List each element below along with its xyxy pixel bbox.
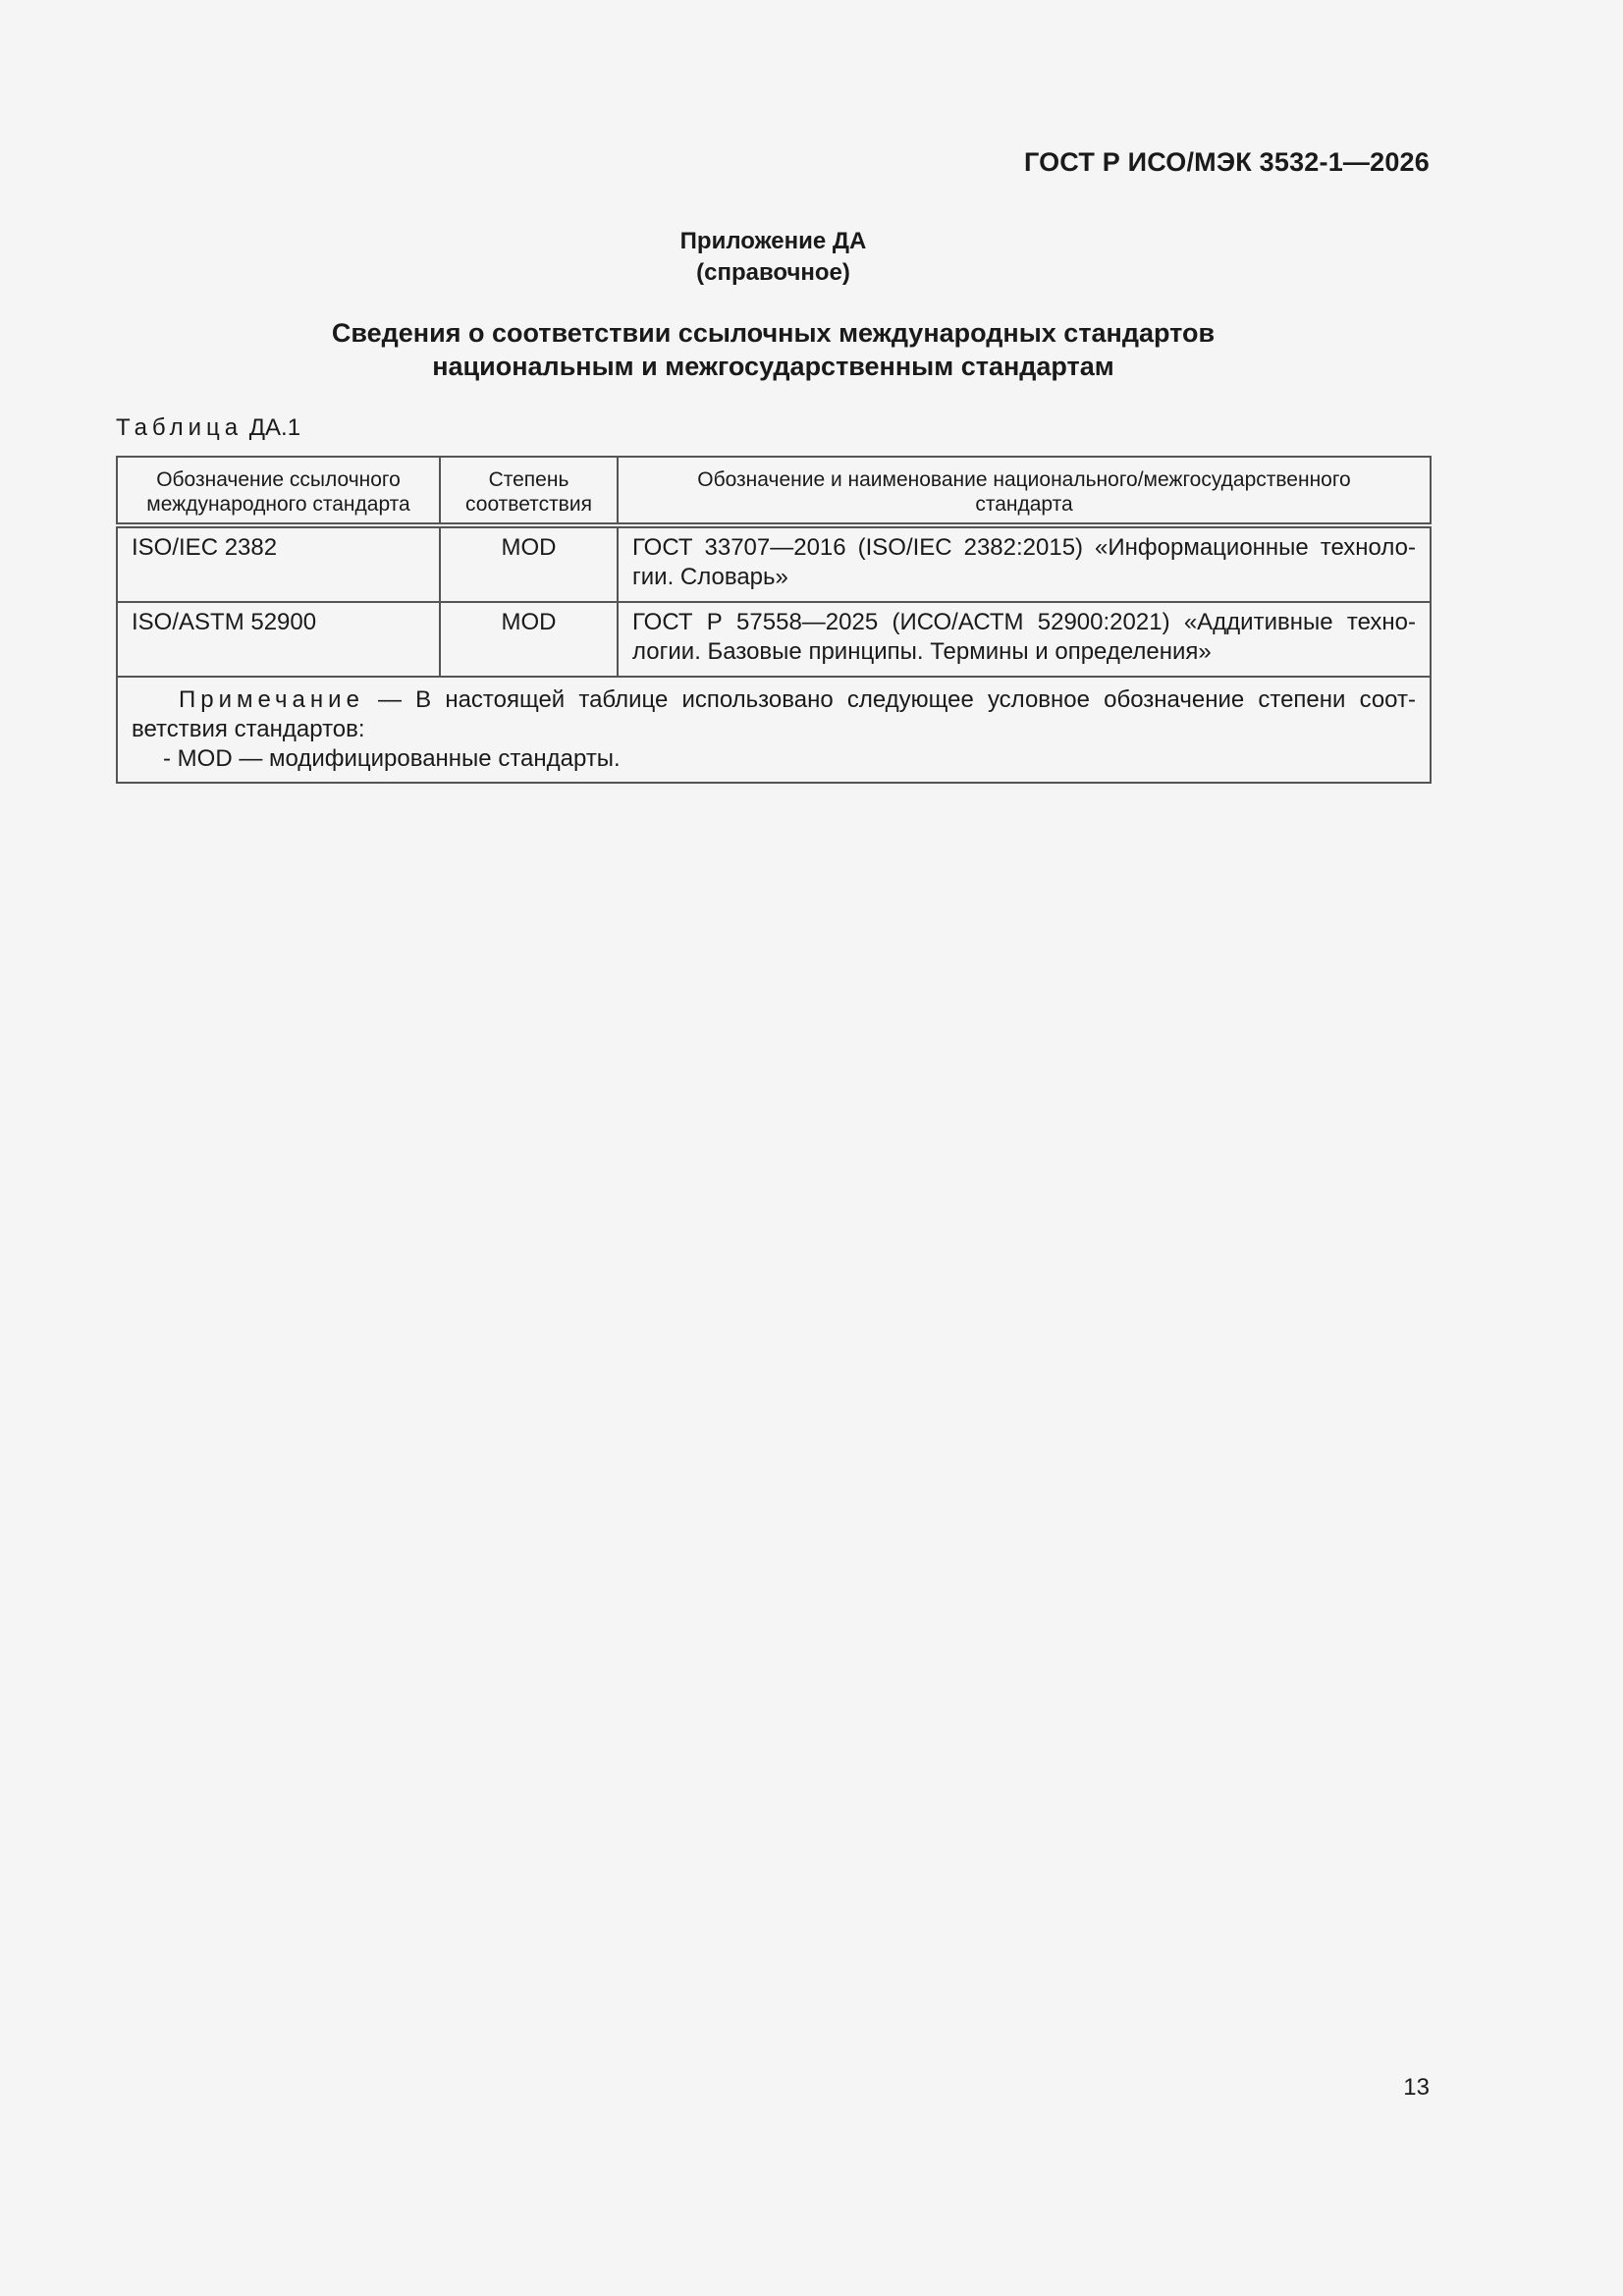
table-caption (116, 414, 300, 442)
cell-national: ГОСТ 33707—2016 (ISO/IEC 2382:2015) «Информационные техноло-гии. Словарь» (618, 525, 1431, 602)
section-title-line-2: национальным и межгосударственным стандартам (432, 352, 1114, 381)
document-number: ГОСТ Р ИСО/МЭК 3532-1—2026 (1023, 147, 1430, 177)
section-title (0, 316, 1546, 383)
note-item: - MOD — модифицированные стандарты. (163, 745, 621, 772)
standards-correspondence-table (116, 456, 1432, 784)
cell-reference: ISO/ASTM 52900 (117, 602, 440, 677)
annex-title: Приложение ДА (679, 228, 867, 254)
annex-subtitle: (справочное) (696, 259, 850, 286)
cell-national: ГОСТ Р 57558—2025 (ИСО/АСТМ 52900:2021) «Аддитивные техно-логии. Базовые принципы. Термины и определения» (618, 602, 1431, 677)
table-note-row (117, 677, 1431, 783)
annex-heading (0, 226, 1546, 289)
cell-reference: ISO/IEC 2382 (117, 525, 440, 602)
table-row (117, 525, 1431, 602)
page-number: 13 (1403, 2074, 1430, 2101)
note-text: — В настоящей таблице использовано следующее условное обозначение степени соот-ветствия стандартов: (132, 686, 1416, 742)
header-national-standard: Обозначение и наименование национального/межгосударственного стандарта (618, 457, 1431, 525)
section-title-line-1: Сведения о соответствии ссылочных международных стандартов (331, 318, 1216, 348)
table-header-row (117, 457, 1431, 525)
table-note (117, 677, 1431, 783)
table-row (117, 602, 1431, 677)
cell-degree: MOD (440, 525, 618, 602)
cell-degree: MOD (440, 602, 618, 677)
header-degree: Степень соответствия (440, 457, 618, 525)
table-caption-number: ДА.1 (248, 414, 301, 441)
header-reference-standard: Обозначение ссылочного международного стандарта (117, 457, 440, 525)
table-caption-label: Таблица (116, 414, 243, 441)
note-label: Примечание (179, 686, 364, 713)
